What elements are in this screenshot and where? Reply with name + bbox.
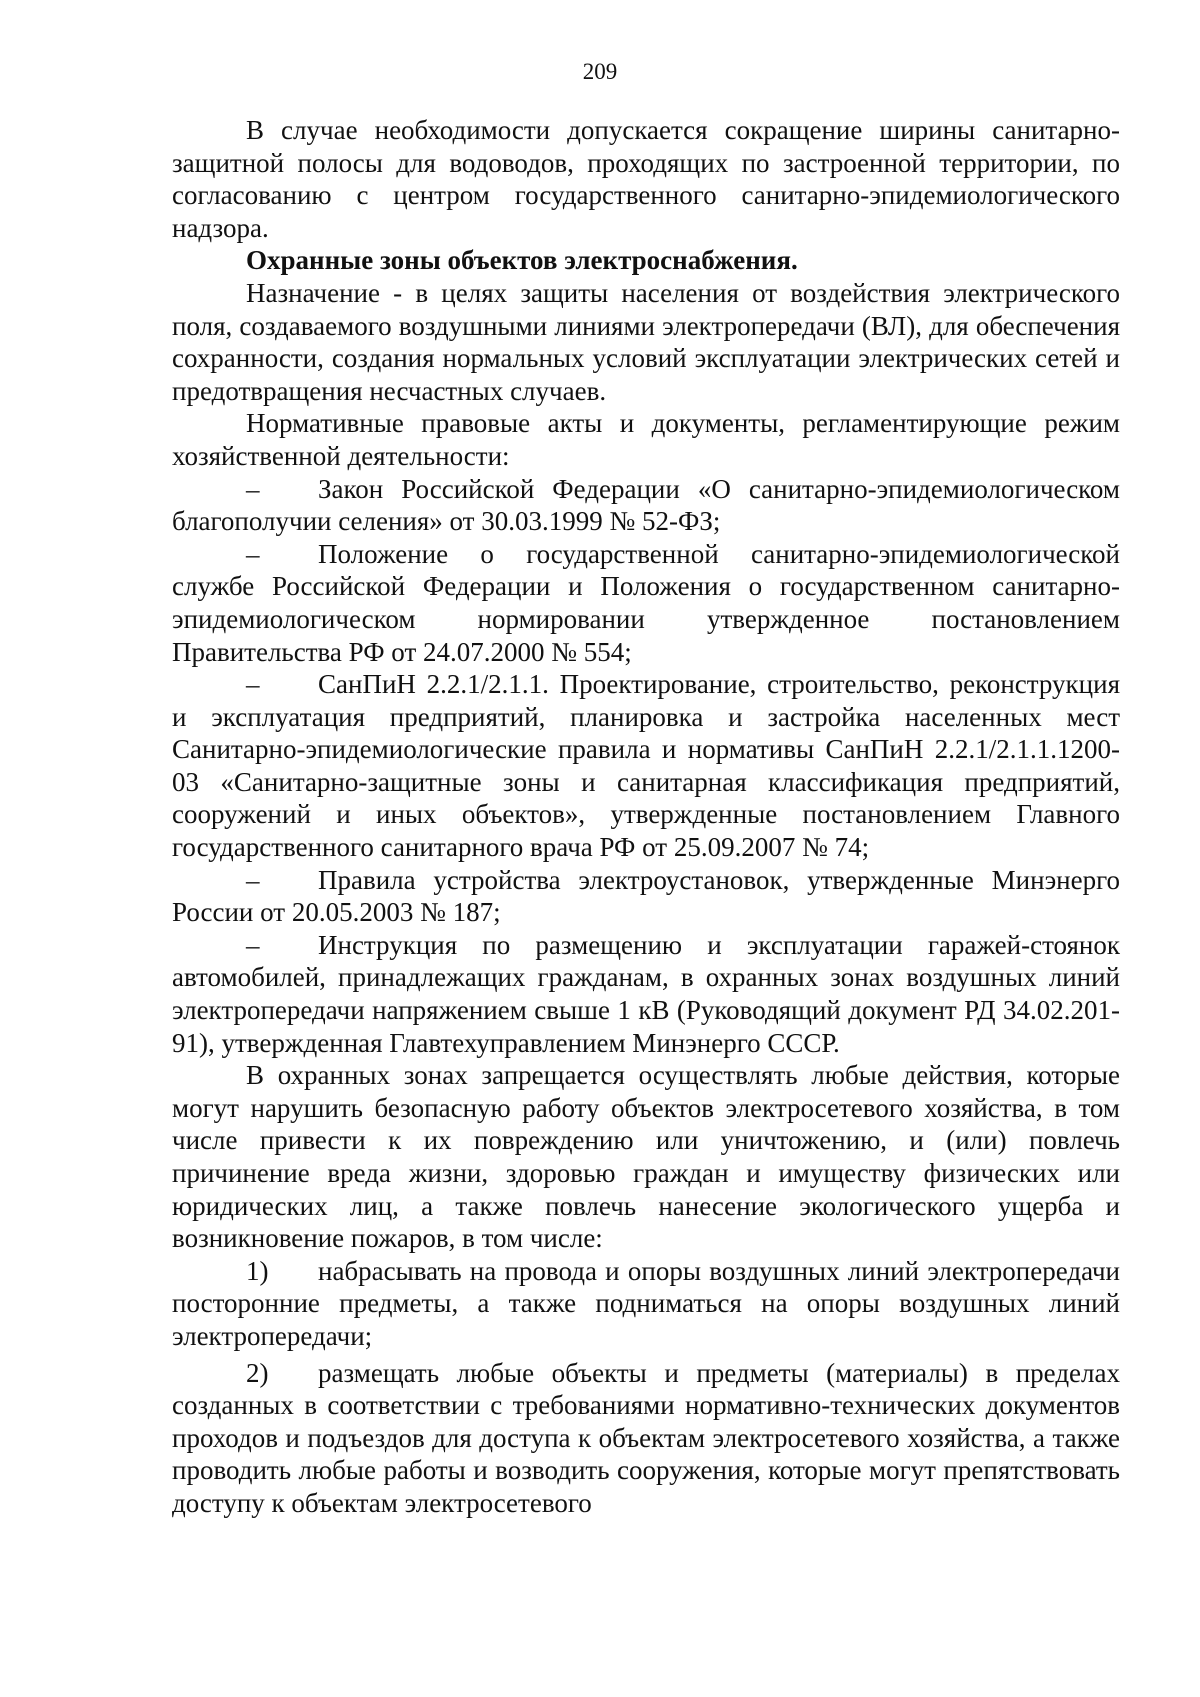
- list-marker: –: [246, 538, 260, 569]
- list-item-text: Закон Российской Федерации «О санитарно-эпидемиологическом благополучии селения» от 30.03.1999 № 52-ФЗ;: [172, 473, 1120, 537]
- paragraph-purpose: Назначение - в целях защиты населения от воздействия электрического поля, создаваемого воздушными линиями электропередачи (ВЛ), для обеспечения сохранности, создания нормальных условий эксплуатации электрических сетей и предотвращения несчастных случаев.: [172, 277, 1120, 406]
- paragraph-sanitary-strip: В случае необходимости допускается сокращение ширины санитарно-защитной полосы для водоводов, проходящих по застроенной территории, по согласованию с центром государственного санитарно-эпидемиологического надзора.: [172, 115, 1120, 243]
- numbered-item-text: набрасывать на провода и опоры воздушных линий электропередачи посторонние предметы, а также подниматься на опоры воздушных линий электропередачи;: [172, 1255, 1120, 1351]
- section-heading: Охранные зоны объектов электроснабжения.: [246, 245, 798, 276]
- numbered-item-text: размещать любые объекты и предметы (материалы) в пределах созданных в соответствии с требованиями нормативно-технических документов проходов и подъездов для доступа к объектам электросетевого хозяйства, а также проводить любые работы и возводить сооружения, которые могут препятствовать доступу к объектам электросетевого: [172, 1357, 1120, 1518]
- item-number: 2): [246, 1357, 269, 1388]
- list-item: [172, 538, 1120, 668]
- list-item: [172, 668, 1120, 864]
- list-marker: –: [246, 669, 260, 700]
- page-number: 209: [582, 59, 618, 84]
- numbered-item: [172, 1357, 1120, 1520]
- item-number: 1): [246, 1255, 269, 1286]
- list-marker: –: [246, 929, 260, 960]
- numbered-item: [172, 1255, 1120, 1353]
- list-item-text: СанПиН 2.2.1/2.1.1. Проектирование, строительство, реконструкция и эксплуатация предприятий, планировка и застройка населенных мест Санитарно-эпидемиологические правила и нормативы СанПиН 2.2.1/2.1.1.1200-03 «Санитарно-защитные зоны и санитарная классификация предприятий, сооружений и иных объектов», утвержденные постановлением Главного государственного санитарного врача РФ от 25.09.2007 № 74;: [172, 669, 1120, 863]
- regulations-list: [172, 473, 1120, 1060]
- prohibitions-list: [172, 1255, 1120, 1520]
- list-marker: –: [246, 473, 260, 504]
- list-item-text: Инструкция по размещению и эксплуатации гаражей-стоянок автомобилей, принадлежащих гражданам, в охранных зонах воздушных линий электропередачи напряжением свыше 1 кВ (Руководящий документ РД 34.02.201-91), утвержденная Главтехуправлением Минэнерго СССР.: [172, 929, 1120, 1058]
- paragraph-prohibitions-intro: В охранных зонах запрещается осуществлять любые действия, которые могут нарушить безопасную работу объектов электросетевого хозяйства, в том числе привести к их повреждению или уничтожению, и (или) повлечь причинение вреда жизни, здоровью граждан и имуществу физических или юридических лиц, а также повлечь нанесение экологического ущерба и возникновение пожаров, в том числе:: [172, 1060, 1120, 1254]
- list-item: [172, 864, 1120, 929]
- list-item-text: Правила устройства электроустановок, утвержденные Минэнерго России от 20.05.2003 № 187;: [172, 864, 1120, 928]
- list-item-text: Положение о государственной санитарно-эпидемиологической службе Российской Федерации и Положения о государственном санитарно-эпидемиологическом нормировании утвержденное постановлением Правительства РФ от 24.07.2000 № 554;: [172, 538, 1120, 667]
- list-item: [172, 473, 1120, 538]
- document-body: [172, 114, 1120, 1520]
- paragraph-regulations-intro: Нормативные правовые акты и документы, регламентирующие режим хозяйственной деятельности:: [172, 408, 1120, 471]
- list-item: [172, 929, 1120, 1059]
- list-marker: –: [246, 864, 260, 895]
